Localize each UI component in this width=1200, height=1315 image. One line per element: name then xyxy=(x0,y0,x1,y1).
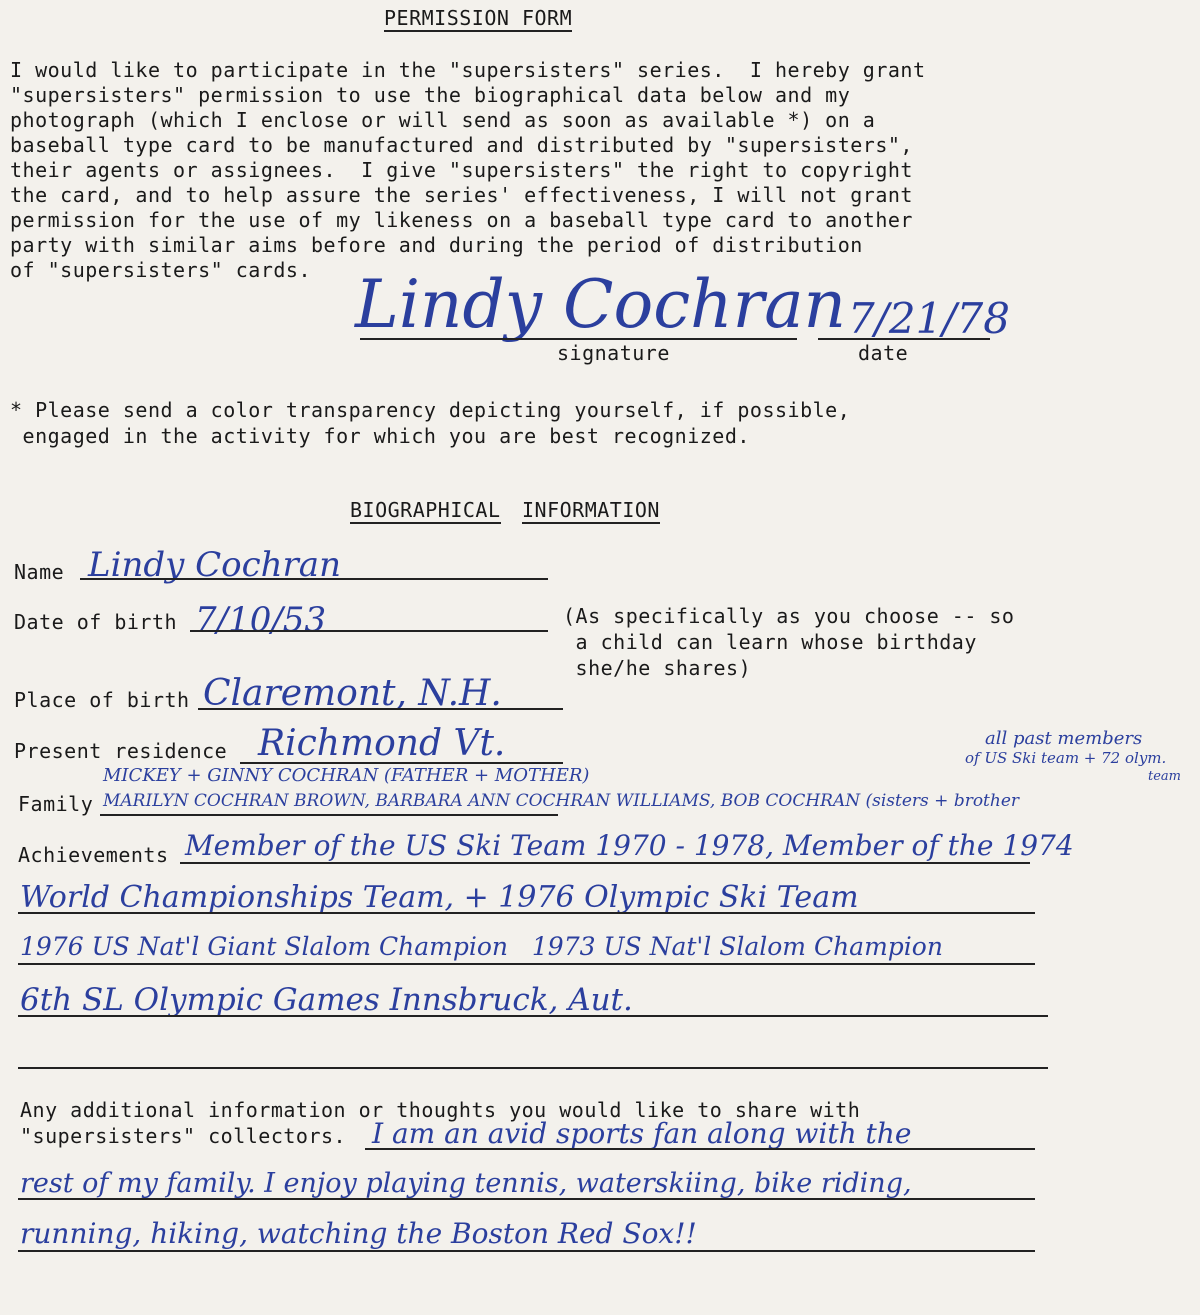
date-line xyxy=(818,338,990,340)
signature-label: signature xyxy=(557,341,670,365)
dob-label: Date of birth xyxy=(14,610,178,634)
dob-line xyxy=(190,630,548,632)
family-siblings: MARILYN COCHRAN BROWN, BARBARA ANN COCHRAN WILLIAMS, BOB COCHRAN (sisters + brother xyxy=(103,791,1020,811)
achievement-line: 6th SL Olympic Games Innsbruck, Aut. xyxy=(20,982,633,1018)
name-value: Lindy Cochran xyxy=(88,545,341,585)
additional-line: I am an avid sports fan along with the xyxy=(372,1117,912,1150)
family-parents: MICKEY + GINNY COCHRAN (FATHER + MOTHER) xyxy=(103,765,590,786)
paragraph-line: permission for the use of my likeness on a baseball type card to another xyxy=(10,208,913,232)
additional-label-line: Any additional information or thoughts you would like to share with xyxy=(20,1098,861,1122)
achievement-line: World Championships Team, + 1976 Olympic Ski Team xyxy=(20,880,859,915)
date-handwriting: 7/21/78 xyxy=(848,294,1010,343)
achievements-label: Achievements xyxy=(18,843,169,867)
note-line: engaged in the activity for which you are best recognized. xyxy=(10,424,750,448)
paragraph-line: of "supersisters" cards. xyxy=(10,258,311,282)
achievements-rule xyxy=(18,912,1035,914)
paragraph-line: the card, and to help assure the series' effectiveness, I will not grant xyxy=(10,183,913,207)
achievements-rule xyxy=(180,862,1030,864)
name-line xyxy=(80,578,548,580)
pob-label: Place of birth xyxy=(14,688,190,712)
dob-value: 7/10/53 xyxy=(195,600,327,640)
bio-heading-word: INFORMATION xyxy=(522,498,660,522)
achievements-rule xyxy=(18,963,1035,965)
achievement-line: 1976 US Nat'l Giant Slalom Champion 1973 US Nat'l Slalom Champion xyxy=(20,932,943,961)
paragraph-line: photograph (which I enclose or will send as soon as available *) on a xyxy=(10,108,876,132)
paragraph-line: baseball type card to be manufactured and distributed by "supersisters", xyxy=(10,133,913,157)
achievement-line: Member of the US Ski Team 1970 - 1978, Member of the 1974 xyxy=(185,829,1074,862)
dob-note-line: (As specifically as you choose -- so xyxy=(563,604,1015,628)
family-note: all past members xyxy=(985,728,1143,749)
date-label: date xyxy=(858,341,909,365)
dob-note-line: a child can learn whose birthday xyxy=(563,630,977,654)
signature-handwriting: Lindy Cochran xyxy=(355,266,847,343)
paragraph-line: "supersisters" permission to use the biographical data below and my xyxy=(10,83,851,107)
additional-label-line: "supersisters" collectors. xyxy=(20,1124,347,1148)
pob-value: Claremont, N.H. xyxy=(203,673,502,714)
additional-line: rest of my family. I enjoy playing tennis, waterskiing, bike riding, xyxy=(20,1168,912,1199)
paragraph-line: I would like to participate in the "supersisters" series. I hereby grant xyxy=(10,58,926,82)
family-note: team xyxy=(1148,769,1181,784)
additional-rule xyxy=(18,1250,1035,1252)
additional-line: running, hiking, watching the Boston Red Sox!! xyxy=(20,1217,697,1250)
paragraph-line: their agents or assignees. I give "supersisters" the right to copyright xyxy=(10,158,913,182)
signature-line xyxy=(360,338,797,340)
achievements-rule xyxy=(18,1015,1048,1017)
residence-value: Richmond Vt. xyxy=(258,723,506,764)
bio-heading-word: BIOGRAPHICAL xyxy=(350,498,501,522)
additional-rule xyxy=(18,1198,1035,1200)
achievements-rule xyxy=(18,1067,1048,1069)
additional-rule xyxy=(365,1148,1035,1150)
name-label: Name xyxy=(14,560,65,584)
dob-note-line: she/he shares) xyxy=(563,656,752,680)
residence-line xyxy=(240,762,563,764)
paragraph-line: party with similar aims before and during the period of distribution xyxy=(10,233,863,257)
family-label: Family xyxy=(18,792,94,816)
family-line xyxy=(100,814,558,816)
note-line: * Please send a color transparency depicting yourself, if possible, xyxy=(10,398,851,422)
residence-label: Present residence xyxy=(14,739,228,763)
family-note: of US Ski team + 72 olym. xyxy=(965,749,1167,767)
pob-line xyxy=(198,708,563,710)
form-title: PERMISSION FORM xyxy=(384,6,573,30)
